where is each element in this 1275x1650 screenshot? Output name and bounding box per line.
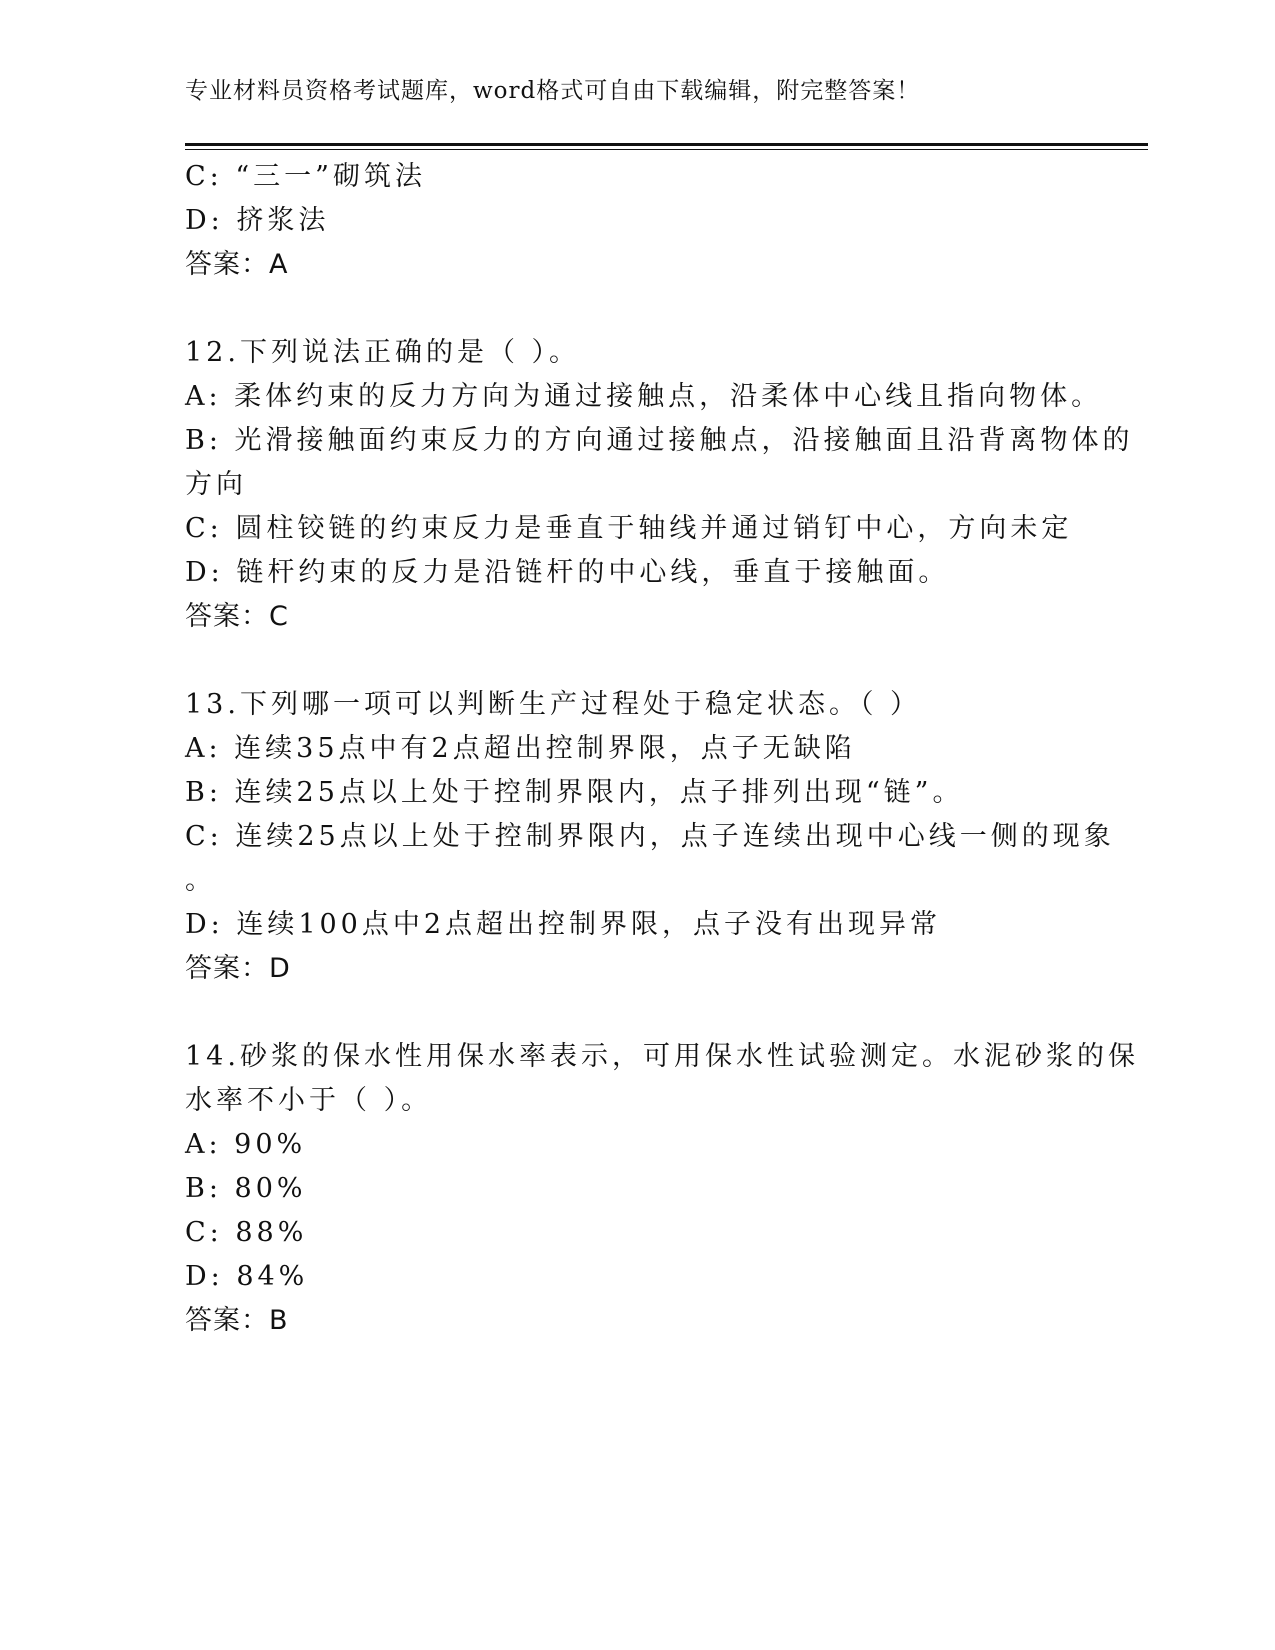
- q14-stem: 14.砂浆的保水性用保水率表示，可用保水性试验测定。水泥砂浆的保: [185, 1041, 1139, 1072]
- q14-option-a: A: 90%: [185, 1129, 307, 1160]
- q12-stem: 12.下列说法正确的是（ ）。: [185, 337, 581, 368]
- q13-option-b: B: 连续25点以上处于控制界限内，点子排列出现“链”。: [185, 777, 964, 808]
- q13-option-c: C: 连续25点以上处于控制界限内，点子连续出现中心线一侧的现象: [185, 821, 1115, 852]
- q14-option-b: B: 80%: [185, 1173, 307, 1204]
- q14-option-c: C: 88%: [185, 1217, 308, 1248]
- q13-option-d: D: 连续100点中2点超出控制界限，点子没有出现异常: [185, 909, 942, 940]
- q13-option-c-continued: 。: [185, 865, 216, 896]
- page-header: 专业材料员资格考试题库，word格式可自由下载编辑，附完整答案！: [185, 78, 921, 104]
- header-rule-thin: [185, 149, 1148, 150]
- q12-option-d: D: 链杆约束的反力是沿链杆的中心线，垂直于接触面。: [185, 557, 950, 588]
- q14-option-d: D: 84%: [185, 1261, 309, 1292]
- q11-answer: 答案：A: [185, 249, 289, 280]
- q14-stem-continued: 水率不小于（ ）。: [185, 1085, 433, 1116]
- q11-option-d: D: 挤浆法: [185, 205, 330, 236]
- q12-option-b: B: 光滑接触面约束反力的方向通过接触点，沿接触面且沿背离物体的: [185, 425, 1134, 456]
- q14-answer: 答案：B: [185, 1305, 289, 1336]
- q12-option-a: A: 柔体约束的反力方向为通过接触点，沿柔体中心线且指向物体。: [185, 381, 1103, 412]
- q13-option-a: A: 连续35点中有2点超出控制界限，点子无缺陷: [185, 733, 856, 764]
- q12-option-b-continued: 方向: [185, 469, 247, 500]
- q12-option-c: C: 圆柱铰链的约束反力是垂直于轴线并通过销钉中心，方向未定: [185, 513, 1073, 544]
- q13-stem: 13.下列哪一项可以判断生产过程处于稳定状态。（ ）: [185, 689, 922, 720]
- q13-answer: 答案：D: [185, 953, 291, 984]
- header-rule-thick: [185, 143, 1148, 146]
- q12-answer: 答案：C: [185, 601, 289, 632]
- q11-option-c: C: “三一”砌筑法: [185, 161, 426, 192]
